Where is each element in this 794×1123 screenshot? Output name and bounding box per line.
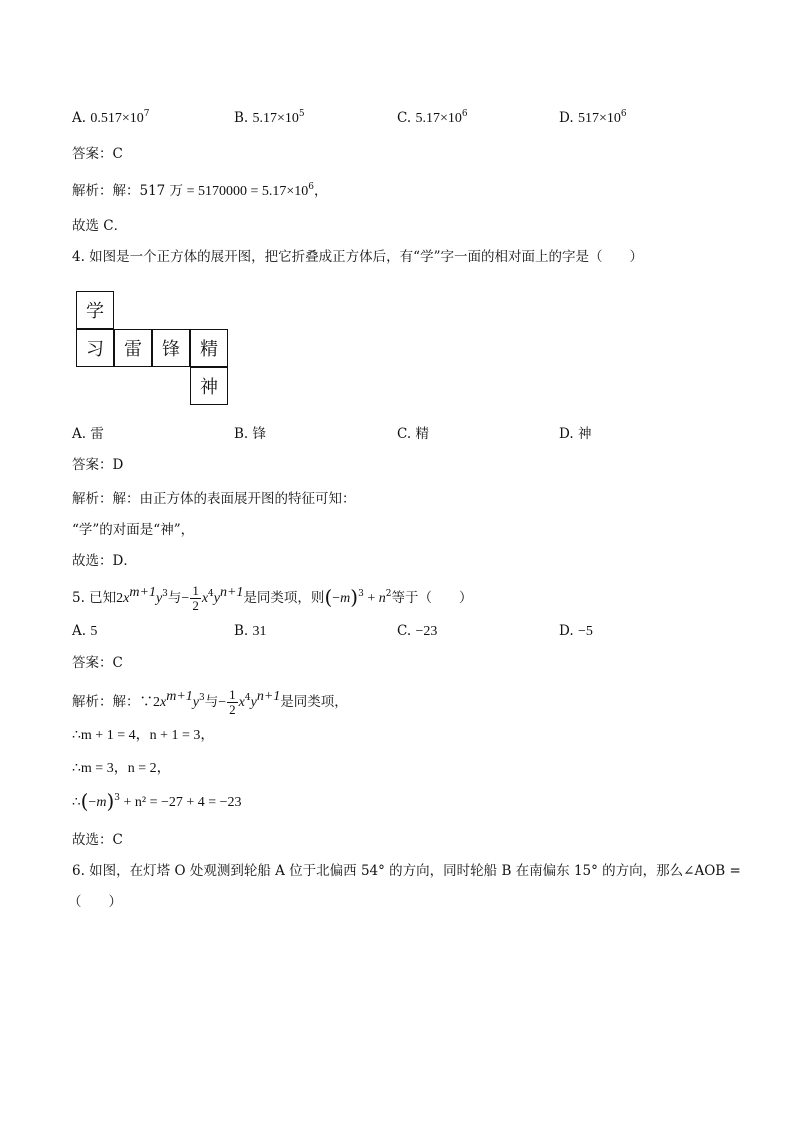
q3-option-c: C. $5.17\times 10^6$ bbox=[397, 109, 468, 126]
q5-option-a: A. 5 bbox=[72, 623, 98, 639]
q4-option-a: A. 雷 bbox=[72, 426, 104, 442]
q5-stem: 5. 已知$2x^{m+1}y^3$与− $\frac{1}{2}$ $x^4y^{n+1}$是同类项，则$(-m)^3 + n^2$等于（ ） bbox=[72, 583, 473, 613]
q5-option-d: D. −5 bbox=[559, 623, 593, 639]
q6-stem-line-1: 6. 如图，在灯塔 O 处观测到轮船 A 位于北偏西 54° 的方向，同时轮船 B 在南偏东 15° 的方向，那么∠AOB = bbox=[72, 863, 741, 879]
net-cell-row-1: 习 bbox=[76, 329, 114, 367]
q5-option-b: B. 31 bbox=[234, 623, 267, 639]
q4-analysis-1: 解析：解：由正方体的表面展开图的特征可知： bbox=[72, 491, 356, 507]
q4-stem: 4. 如图是一个正方体的展开图，把它折叠成正方体后，有“学”字一面的相对面上的字是（ ） bbox=[72, 249, 643, 265]
q3-option-b: B. $5.17\times 10^5$ bbox=[234, 109, 305, 126]
q5-step-1: ∴m + 1 = 4，n + 1 = 3， bbox=[72, 728, 215, 743]
q5-conclusion: 故选：C bbox=[72, 832, 123, 848]
q3-conclusion: 故选 C． bbox=[72, 218, 128, 234]
q6-stem-line-2: （ ） bbox=[68, 894, 122, 910]
net-cell-bottom: 神 bbox=[190, 367, 228, 405]
q5-analysis: 解析：解：$\because 2x^{m+1}y^3$与− $\frac{1}{2}$ $x^4y^{n+1}$是同类项， bbox=[72, 687, 348, 717]
net-cell-top: 学 bbox=[76, 291, 114, 329]
q4-answer: 答案：D bbox=[72, 457, 124, 473]
q4-conclusion: 故选：D． bbox=[72, 553, 137, 569]
q4-option-c: C. 精 bbox=[397, 426, 429, 442]
q3-analysis: 解析：解：517 万 = $5170000 = 5.17\times 10^6$， bbox=[72, 182, 328, 199]
q3-option-a: A. $0.517\times 10^7$ bbox=[72, 109, 150, 126]
cube-net-figure bbox=[76, 291, 228, 405]
net-cell-row-3: 锋 bbox=[152, 329, 190, 367]
net-cell-row-2: 雷 bbox=[114, 329, 152, 367]
q4-analysis-2: “学”的对面是“神”， bbox=[72, 522, 195, 538]
q4-option-d: D. 神 bbox=[559, 426, 592, 442]
q3-option-d: D. $517\times 10^6$ bbox=[559, 109, 627, 126]
q5-option-c: C. −23 bbox=[397, 623, 438, 639]
q4-option-b: B. 锋 bbox=[234, 426, 267, 442]
q5-step-2: ∴m = 3，n = 2， bbox=[72, 761, 171, 776]
net-cell-row-4: 精 bbox=[190, 329, 228, 367]
q5-answer: 答案：C bbox=[72, 655, 123, 671]
q3-answer: 答案：C bbox=[72, 146, 123, 162]
q5-step-3: $\therefore(-m)^3 + n^2 = -27 + 4 = -23$ bbox=[72, 789, 242, 813]
